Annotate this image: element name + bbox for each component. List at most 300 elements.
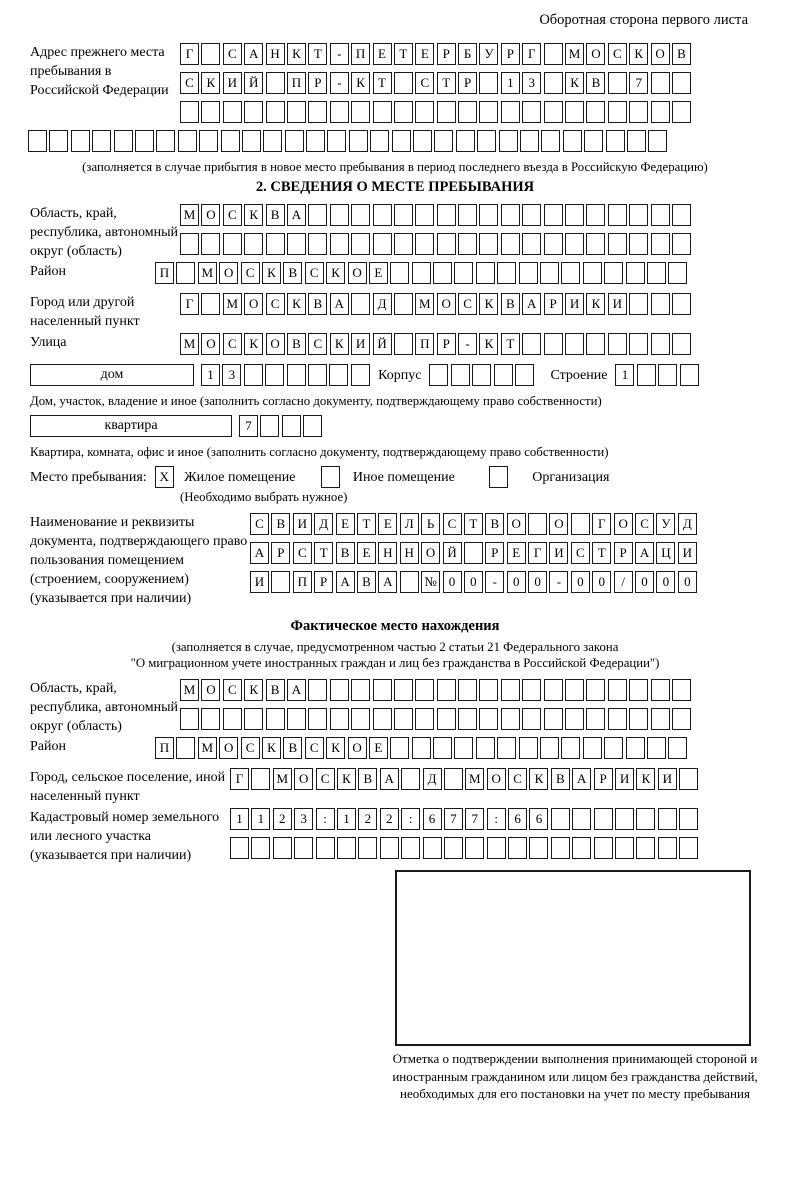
char-cell[interactable]: С (635, 513, 654, 535)
char-cell[interactable]: Д (423, 768, 442, 790)
char-cell[interactable]: А (336, 571, 355, 593)
char-cell[interactable] (544, 333, 563, 355)
char-cell[interactable]: С (223, 43, 242, 65)
char-cell[interactable] (201, 43, 220, 65)
char-cell[interactable] (263, 130, 282, 152)
char-cell[interactable]: В (308, 293, 327, 315)
char-cell[interactable] (394, 72, 413, 94)
char-cell[interactable] (608, 333, 627, 355)
char-cell[interactable] (244, 101, 263, 123)
char-cell[interactable] (330, 204, 349, 226)
char-cell[interactable] (266, 233, 285, 255)
char-cell[interactable] (608, 233, 627, 255)
char-cell[interactable]: - (549, 571, 568, 593)
char-cell[interactable]: И (351, 333, 370, 355)
char-cell[interactable]: Т (394, 43, 413, 65)
char-cell[interactable] (479, 679, 498, 701)
char-cell[interactable] (451, 364, 470, 386)
char-cell[interactable]: Р (544, 293, 563, 315)
char-cell[interactable] (497, 737, 516, 759)
char-cell[interactable]: - (330, 72, 349, 94)
char-cell[interactable]: С (241, 262, 260, 284)
char-cell[interactable]: П (415, 333, 434, 355)
char-cell[interactable]: С (180, 72, 199, 94)
char-cell[interactable] (244, 233, 263, 255)
fact-oblast-row2[interactable] (180, 708, 693, 731)
char-cell[interactable] (629, 204, 648, 226)
char-cell[interactable]: К (244, 333, 263, 355)
char-cell[interactable] (199, 130, 218, 152)
char-cell[interactable]: Н (400, 542, 419, 564)
char-cell[interactable] (647, 262, 666, 284)
char-cell[interactable]: Т (464, 513, 483, 535)
char-cell[interactable] (176, 737, 195, 759)
char-cell[interactable]: С (305, 737, 324, 759)
char-cell[interactable] (415, 679, 434, 701)
char-cell[interactable]: Е (373, 43, 392, 65)
checkbox-inoe[interactable] (321, 466, 340, 488)
char-cell[interactable] (608, 101, 627, 123)
char-cell[interactable] (394, 101, 413, 123)
char-cell[interactable] (437, 204, 456, 226)
char-cell[interactable] (390, 262, 409, 284)
char-cell[interactable] (454, 262, 473, 284)
char-cell[interactable]: С (223, 333, 242, 355)
char-cell[interactable]: И (293, 513, 312, 535)
char-cell[interactable] (180, 101, 199, 123)
char-cell[interactable]: 6 (423, 808, 442, 830)
char-cell[interactable]: Е (415, 43, 434, 65)
char-cell[interactable] (437, 233, 456, 255)
char-cell[interactable]: Т (308, 43, 327, 65)
char-cell[interactable] (565, 101, 584, 123)
char-cell[interactable] (608, 679, 627, 701)
char-cell[interactable]: № (421, 571, 440, 593)
char-cell[interactable] (586, 204, 605, 226)
char-cell[interactable] (544, 101, 563, 123)
char-cell[interactable] (565, 204, 584, 226)
char-cell[interactable] (330, 233, 349, 255)
char-cell[interactable]: К (287, 43, 306, 65)
char-cell[interactable] (458, 679, 477, 701)
char-cell[interactable] (373, 679, 392, 701)
char-cell[interactable]: М (180, 204, 199, 226)
char-cell[interactable]: И (615, 768, 634, 790)
char-cell[interactable] (454, 737, 473, 759)
char-cell[interactable] (528, 513, 547, 535)
char-cell[interactable] (479, 72, 498, 94)
fact-oblast-row1[interactable] (180, 679, 693, 702)
char-cell[interactable] (458, 708, 477, 730)
char-cell[interactable]: О (244, 293, 263, 315)
char-cell[interactable]: В (287, 333, 306, 355)
char-cell[interactable]: 2 (358, 808, 377, 830)
char-cell[interactable] (465, 837, 484, 859)
char-cell[interactable] (394, 293, 413, 315)
char-cell[interactable]: В (283, 262, 302, 284)
char-cell[interactable]: М (198, 262, 217, 284)
char-cell[interactable] (499, 130, 518, 152)
char-cell[interactable] (497, 262, 516, 284)
char-cell[interactable] (584, 130, 603, 152)
char-cell[interactable] (529, 837, 548, 859)
char-cell[interactable] (626, 262, 645, 284)
char-cell[interactable] (544, 679, 563, 701)
char-cell[interactable] (266, 708, 285, 730)
char-cell[interactable] (180, 233, 199, 255)
char-cell[interactable] (415, 233, 434, 255)
kadastr-row1[interactable] (230, 808, 701, 831)
char-cell[interactable] (370, 130, 389, 152)
char-cell[interactable] (380, 837, 399, 859)
char-cell[interactable] (308, 101, 327, 123)
char-cell[interactable] (672, 293, 691, 315)
char-cell[interactable] (433, 262, 452, 284)
char-cell[interactable]: Р (308, 72, 327, 94)
char-cell[interactable]: К (479, 333, 498, 355)
fact-rayon-row[interactable] (155, 737, 690, 760)
char-cell[interactable] (287, 364, 306, 386)
char-cell[interactable]: 7 (444, 808, 463, 830)
char-cell[interactable] (28, 130, 47, 152)
char-cell[interactable] (294, 837, 313, 859)
char-cell[interactable]: С (305, 262, 324, 284)
char-cell[interactable] (308, 708, 327, 730)
char-cell[interactable] (544, 43, 563, 65)
char-cell[interactable]: П (155, 737, 174, 759)
char-cell[interactable]: А (287, 679, 306, 701)
char-cell[interactable]: А (380, 768, 399, 790)
char-cell[interactable] (49, 130, 68, 152)
char-cell[interactable]: Г (522, 43, 541, 65)
char-cell[interactable]: 1 (201, 364, 220, 386)
char-cell[interactable] (604, 262, 623, 284)
char-cell[interactable] (330, 101, 349, 123)
char-cell[interactable] (303, 415, 322, 437)
char-cell[interactable]: О (487, 768, 506, 790)
char-cell[interactable] (458, 204, 477, 226)
char-cell[interactable] (308, 679, 327, 701)
char-cell[interactable]: 0 (507, 571, 526, 593)
char-cell[interactable]: У (656, 513, 675, 535)
char-cell[interactable]: О (549, 513, 568, 535)
kvartira-cells[interactable] (239, 415, 325, 432)
char-cell[interactable]: И (565, 293, 584, 315)
char-cell[interactable] (306, 130, 325, 152)
char-cell[interactable] (351, 293, 370, 315)
char-cell[interactable] (415, 708, 434, 730)
char-cell[interactable]: П (351, 43, 370, 65)
char-cell[interactable]: 2 (380, 808, 399, 830)
char-cell[interactable] (540, 737, 559, 759)
char-cell[interactable] (586, 233, 605, 255)
char-cell[interactable]: О (586, 43, 605, 65)
char-cell[interactable]: Н (266, 43, 285, 65)
char-cell[interactable] (251, 837, 270, 859)
char-cell[interactable]: В (283, 737, 302, 759)
char-cell[interactable] (647, 737, 666, 759)
char-cell[interactable] (586, 333, 605, 355)
char-cell[interactable]: Р (614, 542, 633, 564)
char-cell[interactable]: К (244, 679, 263, 701)
char-cell[interactable]: Ц (656, 542, 675, 564)
char-cell[interactable]: : (316, 808, 335, 830)
char-cell[interactable] (658, 364, 677, 386)
char-cell[interactable]: В (358, 768, 377, 790)
oblast-row2[interactable] (180, 233, 693, 256)
char-cell[interactable] (221, 130, 240, 152)
char-cell[interactable]: А (330, 293, 349, 315)
char-cell[interactable]: С (223, 204, 242, 226)
char-cell[interactable] (271, 571, 290, 593)
char-cell[interactable]: Т (357, 513, 376, 535)
char-cell[interactable] (394, 204, 413, 226)
char-cell[interactable]: М (415, 293, 434, 315)
prev-address-row3[interactable] (180, 101, 693, 124)
char-cell[interactable]: 1 (337, 808, 356, 830)
char-cell[interactable]: О (437, 293, 456, 315)
char-cell[interactable] (629, 333, 648, 355)
char-cell[interactable] (540, 262, 559, 284)
char-cell[interactable]: - (485, 571, 504, 593)
char-cell[interactable] (501, 233, 520, 255)
char-cell[interactable]: 0 (635, 571, 654, 593)
char-cell[interactable]: О (219, 262, 238, 284)
char-cell[interactable] (287, 101, 306, 123)
char-cell[interactable] (266, 72, 285, 94)
char-cell[interactable] (392, 130, 411, 152)
char-cell[interactable] (373, 204, 392, 226)
char-cell[interactable]: Е (378, 513, 397, 535)
char-cell[interactable] (487, 837, 506, 859)
char-cell[interactable] (327, 130, 346, 152)
char-cell[interactable] (472, 364, 491, 386)
char-cell[interactable]: О (507, 513, 526, 535)
char-cell[interactable] (551, 837, 570, 859)
char-cell[interactable] (223, 101, 242, 123)
char-cell[interactable]: О (348, 262, 367, 284)
char-cell[interactable]: Т (314, 542, 333, 564)
char-cell[interactable]: Д (314, 513, 333, 535)
char-cell[interactable] (672, 72, 691, 94)
char-cell[interactable]: Г (180, 43, 199, 65)
char-cell[interactable] (679, 768, 698, 790)
char-cell[interactable] (604, 737, 623, 759)
char-cell[interactable] (636, 837, 655, 859)
char-cell[interactable] (329, 364, 348, 386)
char-cell[interactable] (201, 293, 220, 315)
char-cell[interactable] (394, 233, 413, 255)
char-cell[interactable] (680, 364, 699, 386)
char-cell[interactable] (651, 708, 670, 730)
char-cell[interactable]: Р (501, 43, 520, 65)
char-cell[interactable] (658, 837, 677, 859)
char-cell[interactable] (437, 679, 456, 701)
char-cell[interactable] (651, 333, 670, 355)
char-cell[interactable]: Г (230, 768, 249, 790)
char-cell[interactable]: Е (369, 262, 388, 284)
char-cell[interactable] (458, 101, 477, 123)
char-cell[interactable]: Р (271, 542, 290, 564)
char-cell[interactable] (373, 708, 392, 730)
char-cell[interactable]: 0 (443, 571, 462, 593)
char-cell[interactable]: В (271, 513, 290, 535)
char-cell[interactable] (394, 679, 413, 701)
char-cell[interactable] (476, 737, 495, 759)
char-cell[interactable]: 0 (464, 571, 483, 593)
char-cell[interactable]: К (287, 293, 306, 315)
char-cell[interactable] (565, 333, 584, 355)
char-cell[interactable] (401, 768, 420, 790)
char-cell[interactable] (244, 708, 263, 730)
char-cell[interactable] (444, 768, 463, 790)
char-cell[interactable]: К (529, 768, 548, 790)
char-cell[interactable]: Р (314, 571, 333, 593)
char-cell[interactable]: 1 (615, 364, 634, 386)
char-cell[interactable] (651, 204, 670, 226)
char-cell[interactable] (519, 262, 538, 284)
char-cell[interactable] (672, 679, 691, 701)
char-cell[interactable] (349, 130, 368, 152)
oblast-row1[interactable] (180, 204, 693, 227)
char-cell[interactable] (92, 130, 111, 152)
char-cell[interactable]: И (678, 542, 697, 564)
korpus-cells[interactable] (429, 366, 536, 383)
char-cell[interactable] (156, 130, 175, 152)
char-cell[interactable]: Н (378, 542, 397, 564)
char-cell[interactable] (201, 708, 220, 730)
char-cell[interactable] (230, 837, 249, 859)
char-cell[interactable] (608, 708, 627, 730)
char-cell[interactable]: М (180, 333, 199, 355)
char-cell[interactable] (316, 837, 335, 859)
char-cell[interactable]: С (250, 513, 269, 535)
char-cell[interactable] (308, 233, 327, 255)
char-cell[interactable] (544, 204, 563, 226)
char-cell[interactable]: 0 (678, 571, 697, 593)
char-cell[interactable]: С (293, 542, 312, 564)
char-cell[interactable]: Й (443, 542, 462, 564)
char-cell[interactable]: С (415, 72, 434, 94)
char-cell[interactable] (413, 130, 432, 152)
char-cell[interactable] (636, 808, 655, 830)
fact-gorod-row[interactable] (230, 768, 701, 791)
char-cell[interactable] (679, 808, 698, 830)
char-cell[interactable] (522, 233, 541, 255)
char-cell[interactable] (501, 204, 520, 226)
char-cell[interactable] (351, 101, 370, 123)
char-cell[interactable]: О (614, 513, 633, 535)
char-cell[interactable] (423, 837, 442, 859)
char-cell[interactable]: 0 (592, 571, 611, 593)
char-cell[interactable]: В (501, 293, 520, 315)
prev-address-row1[interactable] (180, 43, 693, 66)
char-cell[interactable]: Е (336, 513, 355, 535)
char-cell[interactable]: К (586, 293, 605, 315)
char-cell[interactable] (586, 679, 605, 701)
char-cell[interactable]: Т (501, 333, 520, 355)
char-cell[interactable] (330, 708, 349, 730)
char-cell[interactable]: И (608, 293, 627, 315)
char-cell[interactable]: / (614, 571, 633, 593)
char-cell[interactable] (668, 737, 687, 759)
char-cell[interactable]: О (201, 679, 220, 701)
char-cell[interactable] (541, 130, 560, 152)
char-cell[interactable] (563, 130, 582, 152)
char-cell[interactable] (672, 204, 691, 226)
checkbox-zhiloe[interactable]: X (155, 466, 174, 488)
char-cell[interactable]: П (293, 571, 312, 593)
char-cell[interactable] (456, 130, 475, 152)
char-cell[interactable]: И (223, 72, 242, 94)
char-cell[interactable] (479, 101, 498, 123)
char-cell[interactable]: О (421, 542, 440, 564)
char-cell[interactable] (477, 130, 496, 152)
char-cell[interactable] (551, 808, 570, 830)
document-row3[interactable] (250, 571, 699, 594)
char-cell[interactable]: П (287, 72, 306, 94)
char-cell[interactable] (672, 708, 691, 730)
checkbox-org[interactable] (489, 466, 508, 488)
char-cell[interactable]: 6 (508, 808, 527, 830)
char-cell[interactable]: В (485, 513, 504, 535)
char-cell[interactable] (180, 708, 199, 730)
char-cell[interactable] (176, 262, 195, 284)
char-cell[interactable]: А (572, 768, 591, 790)
char-cell[interactable] (287, 708, 306, 730)
char-cell[interactable] (519, 737, 538, 759)
char-cell[interactable]: Й (373, 333, 392, 355)
kadastr-row2[interactable] (230, 837, 701, 860)
char-cell[interactable] (201, 233, 220, 255)
char-cell[interactable]: С (508, 768, 527, 790)
char-cell[interactable]: О (651, 43, 670, 65)
char-cell[interactable]: С (458, 293, 477, 315)
char-cell[interactable]: М (273, 768, 292, 790)
char-cell[interactable] (373, 101, 392, 123)
char-cell[interactable]: С (316, 768, 335, 790)
char-cell[interactable] (351, 204, 370, 226)
char-cell[interactable] (476, 262, 495, 284)
char-cell[interactable] (330, 679, 349, 701)
char-cell[interactable] (394, 708, 413, 730)
char-cell[interactable] (260, 415, 279, 437)
char-cell[interactable] (273, 837, 292, 859)
stroenie-cells[interactable] (615, 366, 701, 383)
char-cell[interactable]: О (219, 737, 238, 759)
char-cell[interactable]: Г (592, 513, 611, 535)
char-cell[interactable]: В (672, 43, 691, 65)
char-cell[interactable] (544, 708, 563, 730)
char-cell[interactable]: К (479, 293, 498, 315)
char-cell[interactable]: И (658, 768, 677, 790)
char-cell[interactable]: С (308, 333, 327, 355)
char-cell[interactable]: Б (458, 43, 477, 65)
char-cell[interactable] (266, 101, 285, 123)
char-cell[interactable]: О (348, 737, 367, 759)
char-cell[interactable]: 6 (529, 808, 548, 830)
char-cell[interactable]: У (479, 43, 498, 65)
char-cell[interactable]: Г (180, 293, 199, 315)
char-cell[interactable]: К (326, 737, 345, 759)
char-cell[interactable] (501, 708, 520, 730)
char-cell[interactable] (672, 333, 691, 355)
char-cell[interactable]: О (201, 204, 220, 226)
char-cell[interactable]: 1 (501, 72, 520, 94)
char-cell[interactable]: С (608, 43, 627, 65)
char-cell[interactable] (651, 233, 670, 255)
char-cell[interactable]: Ь (421, 513, 440, 535)
